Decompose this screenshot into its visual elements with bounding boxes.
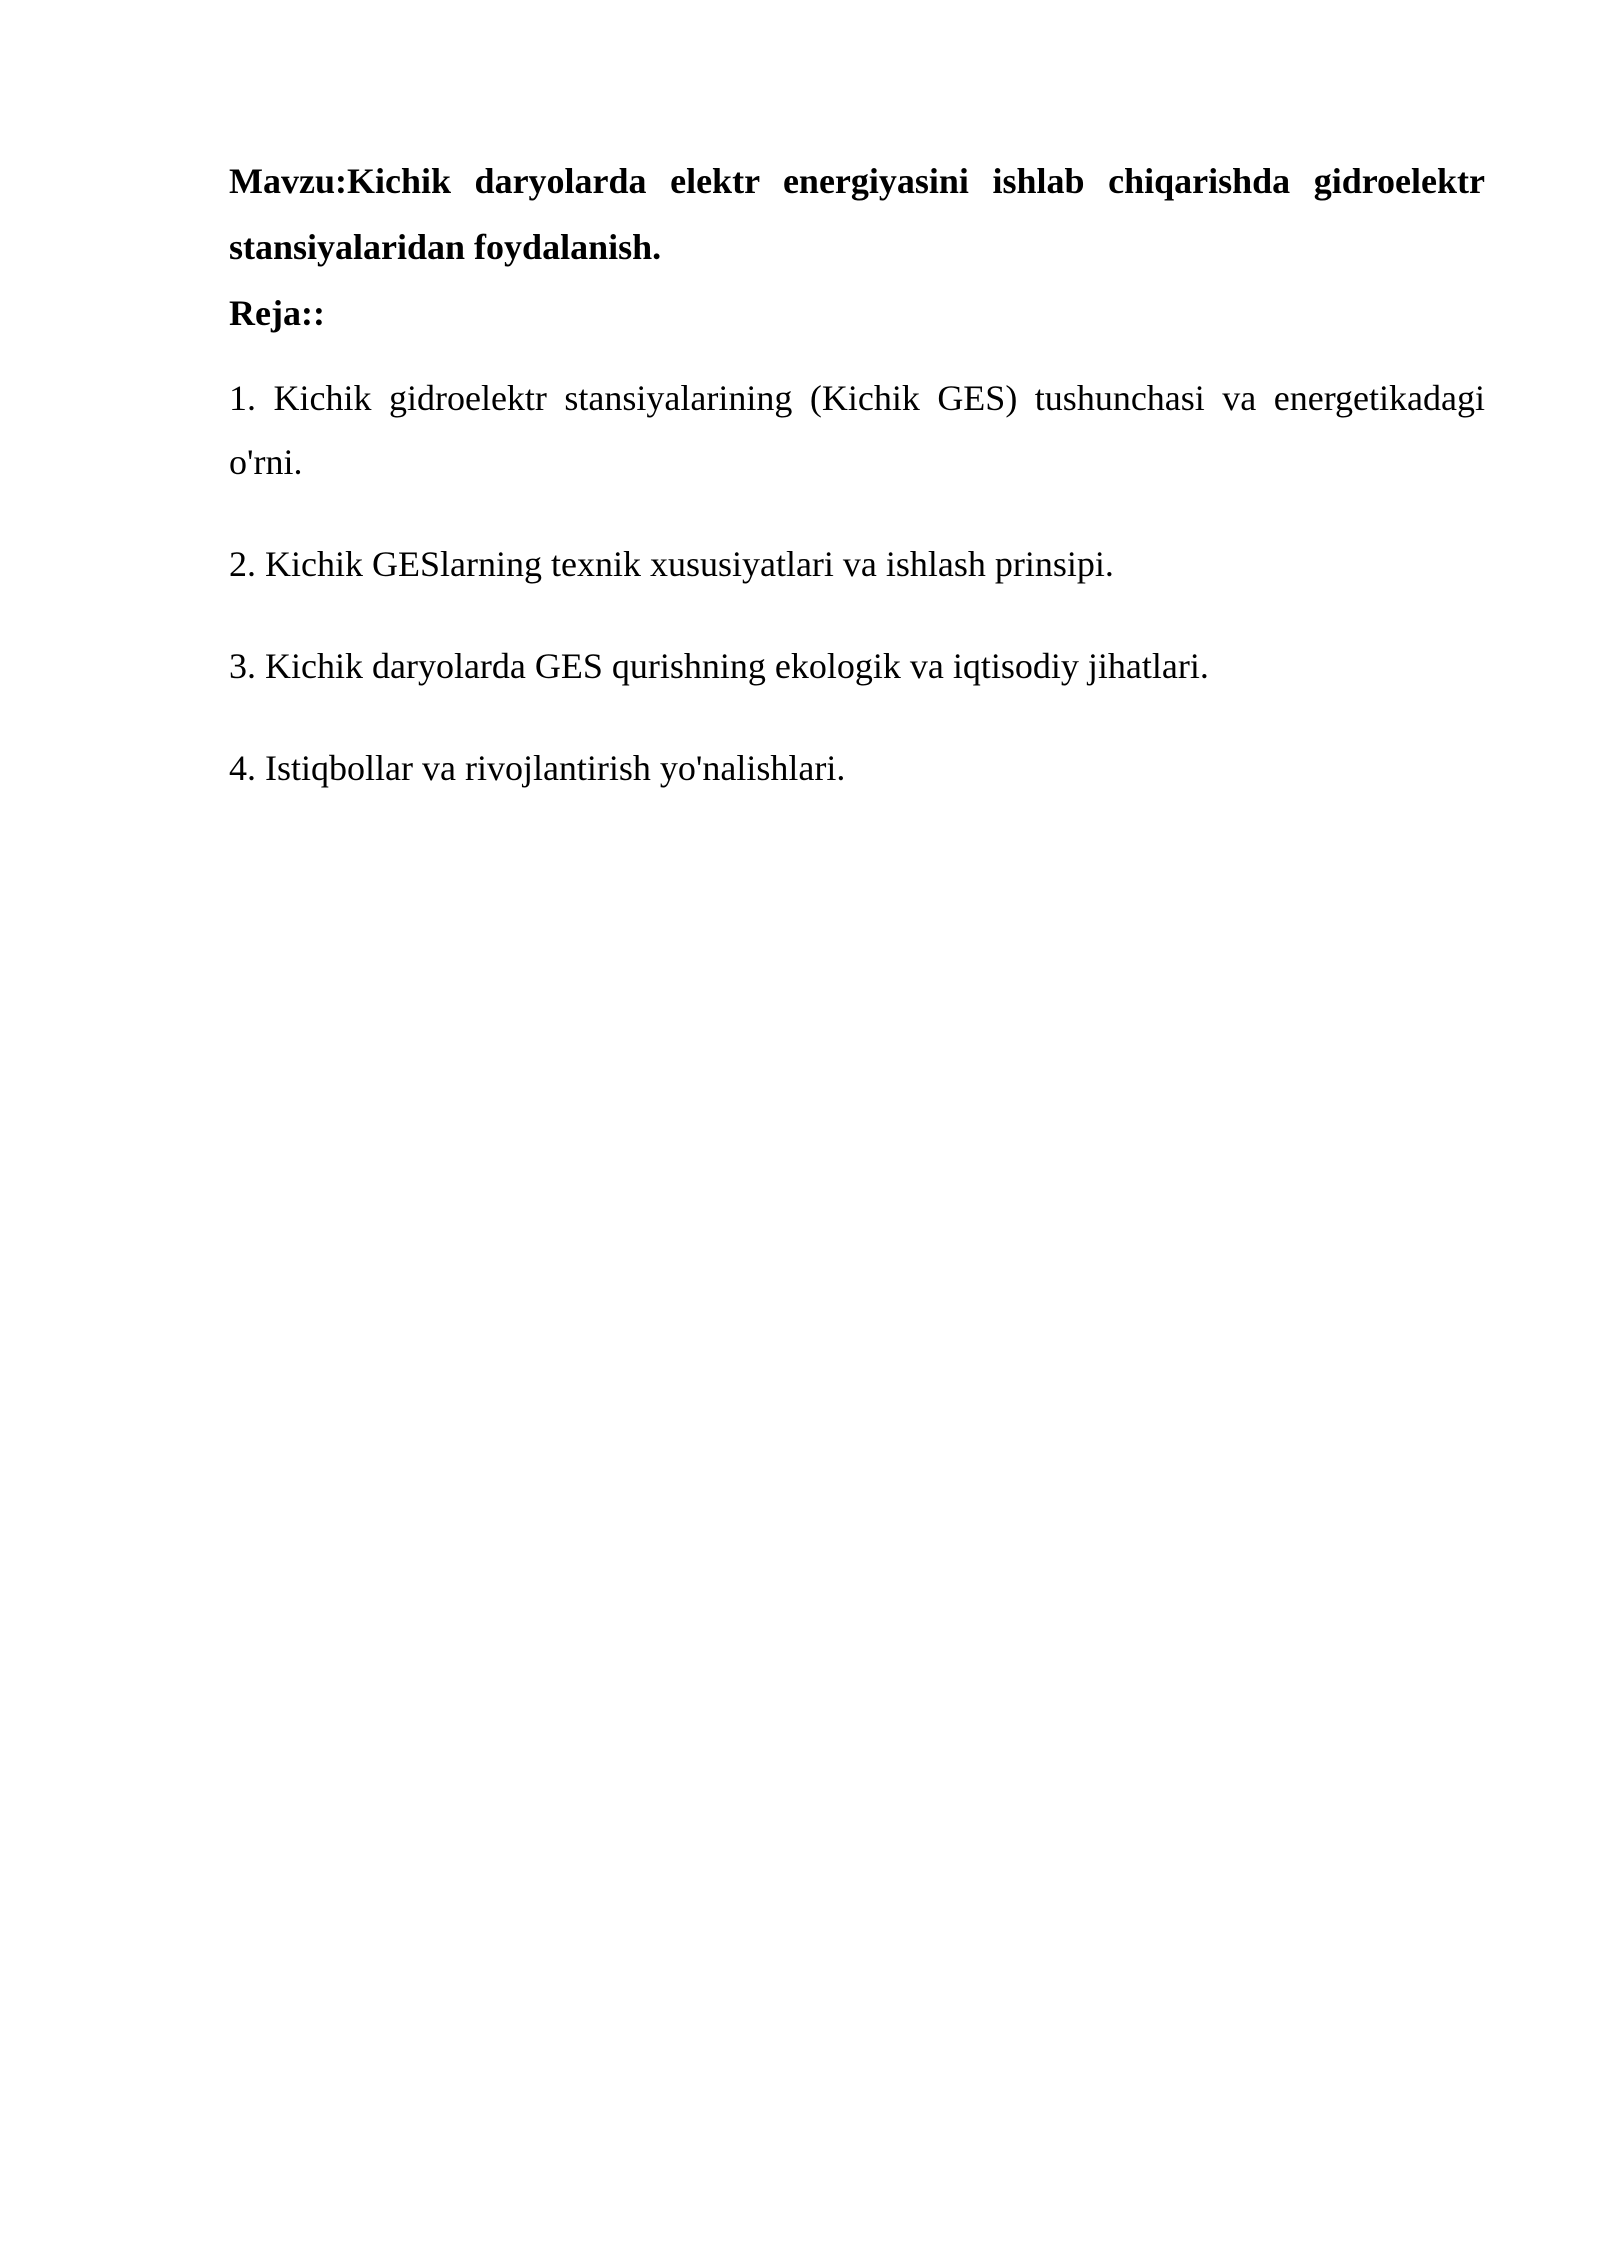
plan-item: 2. Kichik GESlarning texnik xususiyatlari va ishlash prinsipi. [229,544,1114,584]
document-content [229,148,1485,838]
plan-item: 3. Kichik daryolarda GES qurishning ekologik va iqtisodiy jihatlari. [229,646,1209,686]
plan-item: 4. Istiqbollar va rivojlantirish yo'nalishlari. [229,748,846,788]
plan-heading: Reja:: [229,293,325,333]
plan-item: 1. Kichik gidroelektr stansiyalarining (Kichik GES) tushunchasi va energetikadagi o'rni. [229,378,1485,482]
plan-list [229,366,1485,800]
topic-title: Mavzu:Kichik daryolarda elektr energiyasini ishlab chiqarishda gidroelektr stansiyalaridan foydalanish. [229,161,1485,267]
